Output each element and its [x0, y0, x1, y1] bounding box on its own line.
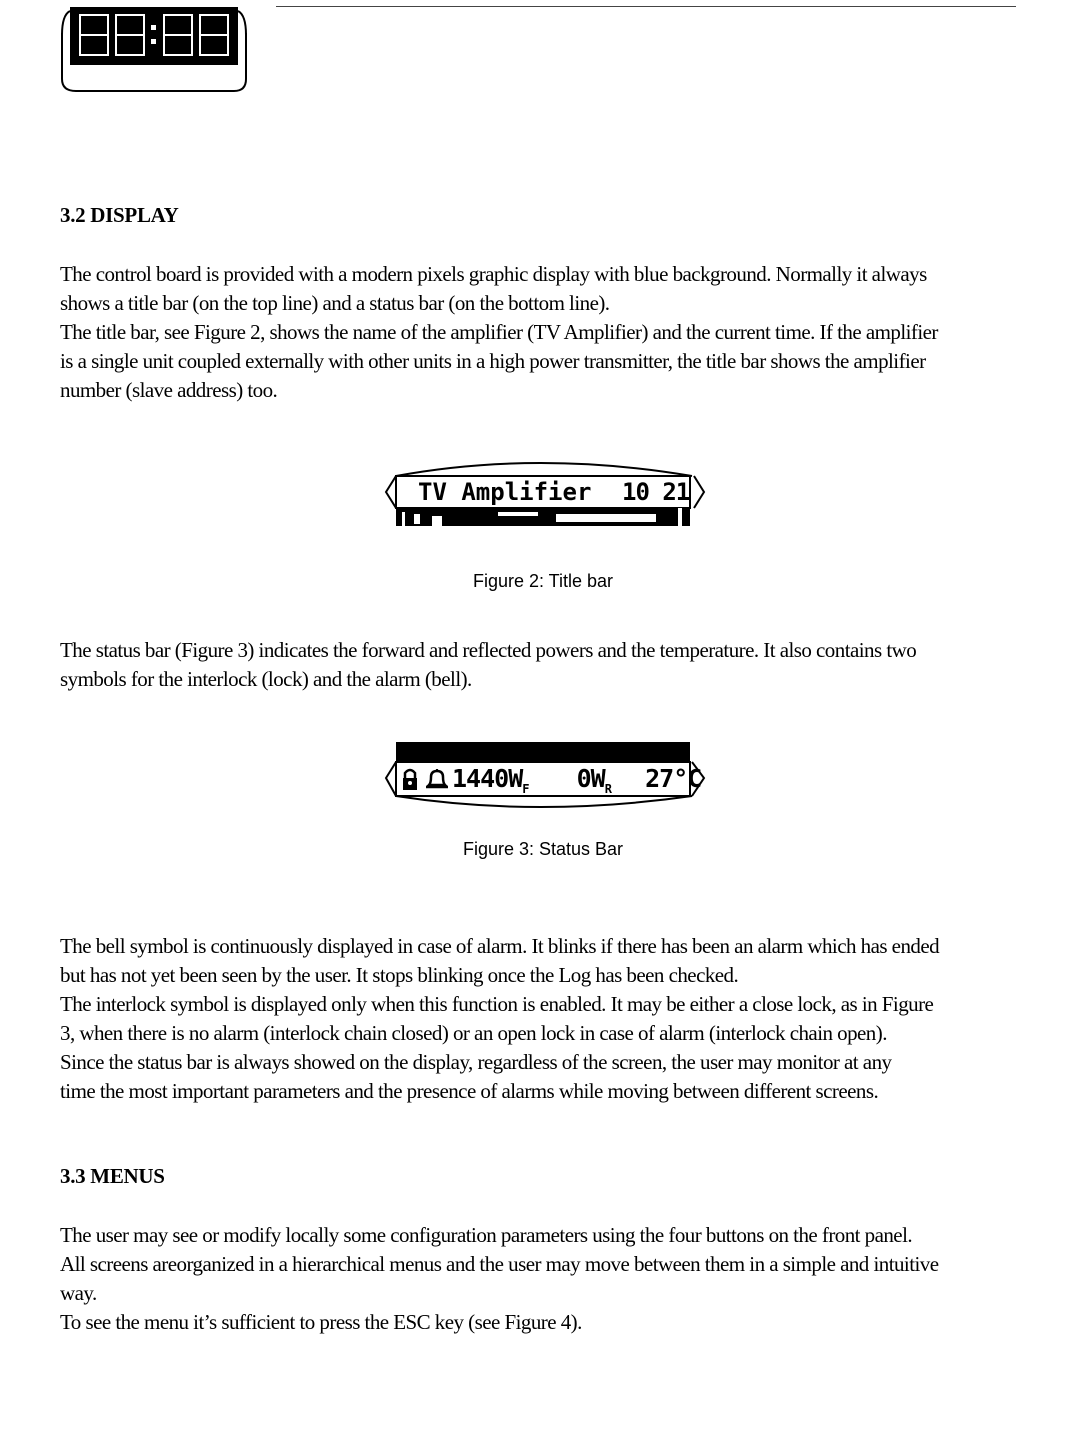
title-bar-time: 10 21	[622, 478, 690, 506]
figure-3-caption: Figure 3: Status Bar	[462, 839, 624, 859]
text-line: but has not yet been seen by the user. It stops blinking once the Log has been checked.	[60, 963, 739, 987]
lock-icon	[402, 767, 418, 791]
text-line: The bell symbol is continuously displayed in case of alarm. It blinks if there has been an alarm which has ended	[60, 934, 940, 958]
text-line: Since the status bar is always showed on the display, regardless of the screen, the user may monitor at any	[60, 1050, 892, 1074]
text-line: To see the menu it’s sufficient to press the ESC key (see Figure 4).	[60, 1310, 582, 1334]
clock-logo-icon	[58, 5, 248, 93]
text-line: number (slave address) too.	[60, 378, 278, 402]
header-rule	[276, 6, 1016, 7]
display-paragraph-3	[60, 932, 1026, 1106]
forward-power: 1440W	[452, 764, 523, 793]
section-heading-menus: 3.3 MENUS	[60, 1164, 165, 1188]
bell-icon	[424, 767, 450, 791]
reflected-power: 0W	[576, 764, 605, 793]
menus-paragraph-1	[60, 1221, 1026, 1337]
text-line: 3, when there is no alarm (interlock chain closed) or an open lock in case of alarm (interlock chain open).	[60, 1021, 887, 1045]
text-line: is a single unit coupled externally with other units in a high power transmitter, the title bar shows the amplifier	[60, 349, 926, 373]
text-line: time the most important parameters and the presence of alarms while moving between different screens.	[60, 1079, 879, 1103]
text-line: The title bar, see Figure 2, shows the name of the amplifier (TV Amplifier) and the current time. If the amplifier	[60, 320, 938, 344]
title-bar-figure	[378, 456, 712, 530]
temperature: 27°C	[645, 764, 702, 793]
section-heading-display: 3.2 DISPLAY	[60, 203, 179, 227]
status-bar-figure	[378, 740, 712, 814]
title-bar-label: TV Amplifier	[418, 478, 592, 506]
status-bar-readout	[452, 764, 701, 804]
reflected-power-subscript: R	[604, 782, 611, 796]
text-line: way.	[60, 1281, 97, 1305]
text-line: The control board is provided with a modern pixels graphic display with blue background. Normally it always	[60, 262, 927, 286]
display-paragraph-2	[60, 636, 1026, 694]
text-line: The user may see or modify locally some configuration parameters using the four buttons on the front panel.	[60, 1223, 913, 1247]
forward-power-subscript: F	[522, 782, 529, 796]
text-line: The status bar (Figure 3) indicates the forward and reflected powers and the temperature. It also contains two	[60, 638, 917, 662]
text-line: symbols for the interlock (lock) and the alarm (bell).	[60, 667, 472, 691]
display-paragraph-1	[60, 260, 1026, 405]
figure-2-caption: Figure 2: Title bar	[472, 571, 614, 591]
text-line: All screens areorganized in a hierarchical menus and the user may move between them in a simple and intuitive	[60, 1252, 939, 1276]
text-line: shows a title bar (on the top line) and a status bar (on the bottom line).	[60, 291, 610, 315]
text-line: The interlock symbol is displayed only when this function is enabled. It may be either a close lock, as in Figure	[60, 992, 934, 1016]
